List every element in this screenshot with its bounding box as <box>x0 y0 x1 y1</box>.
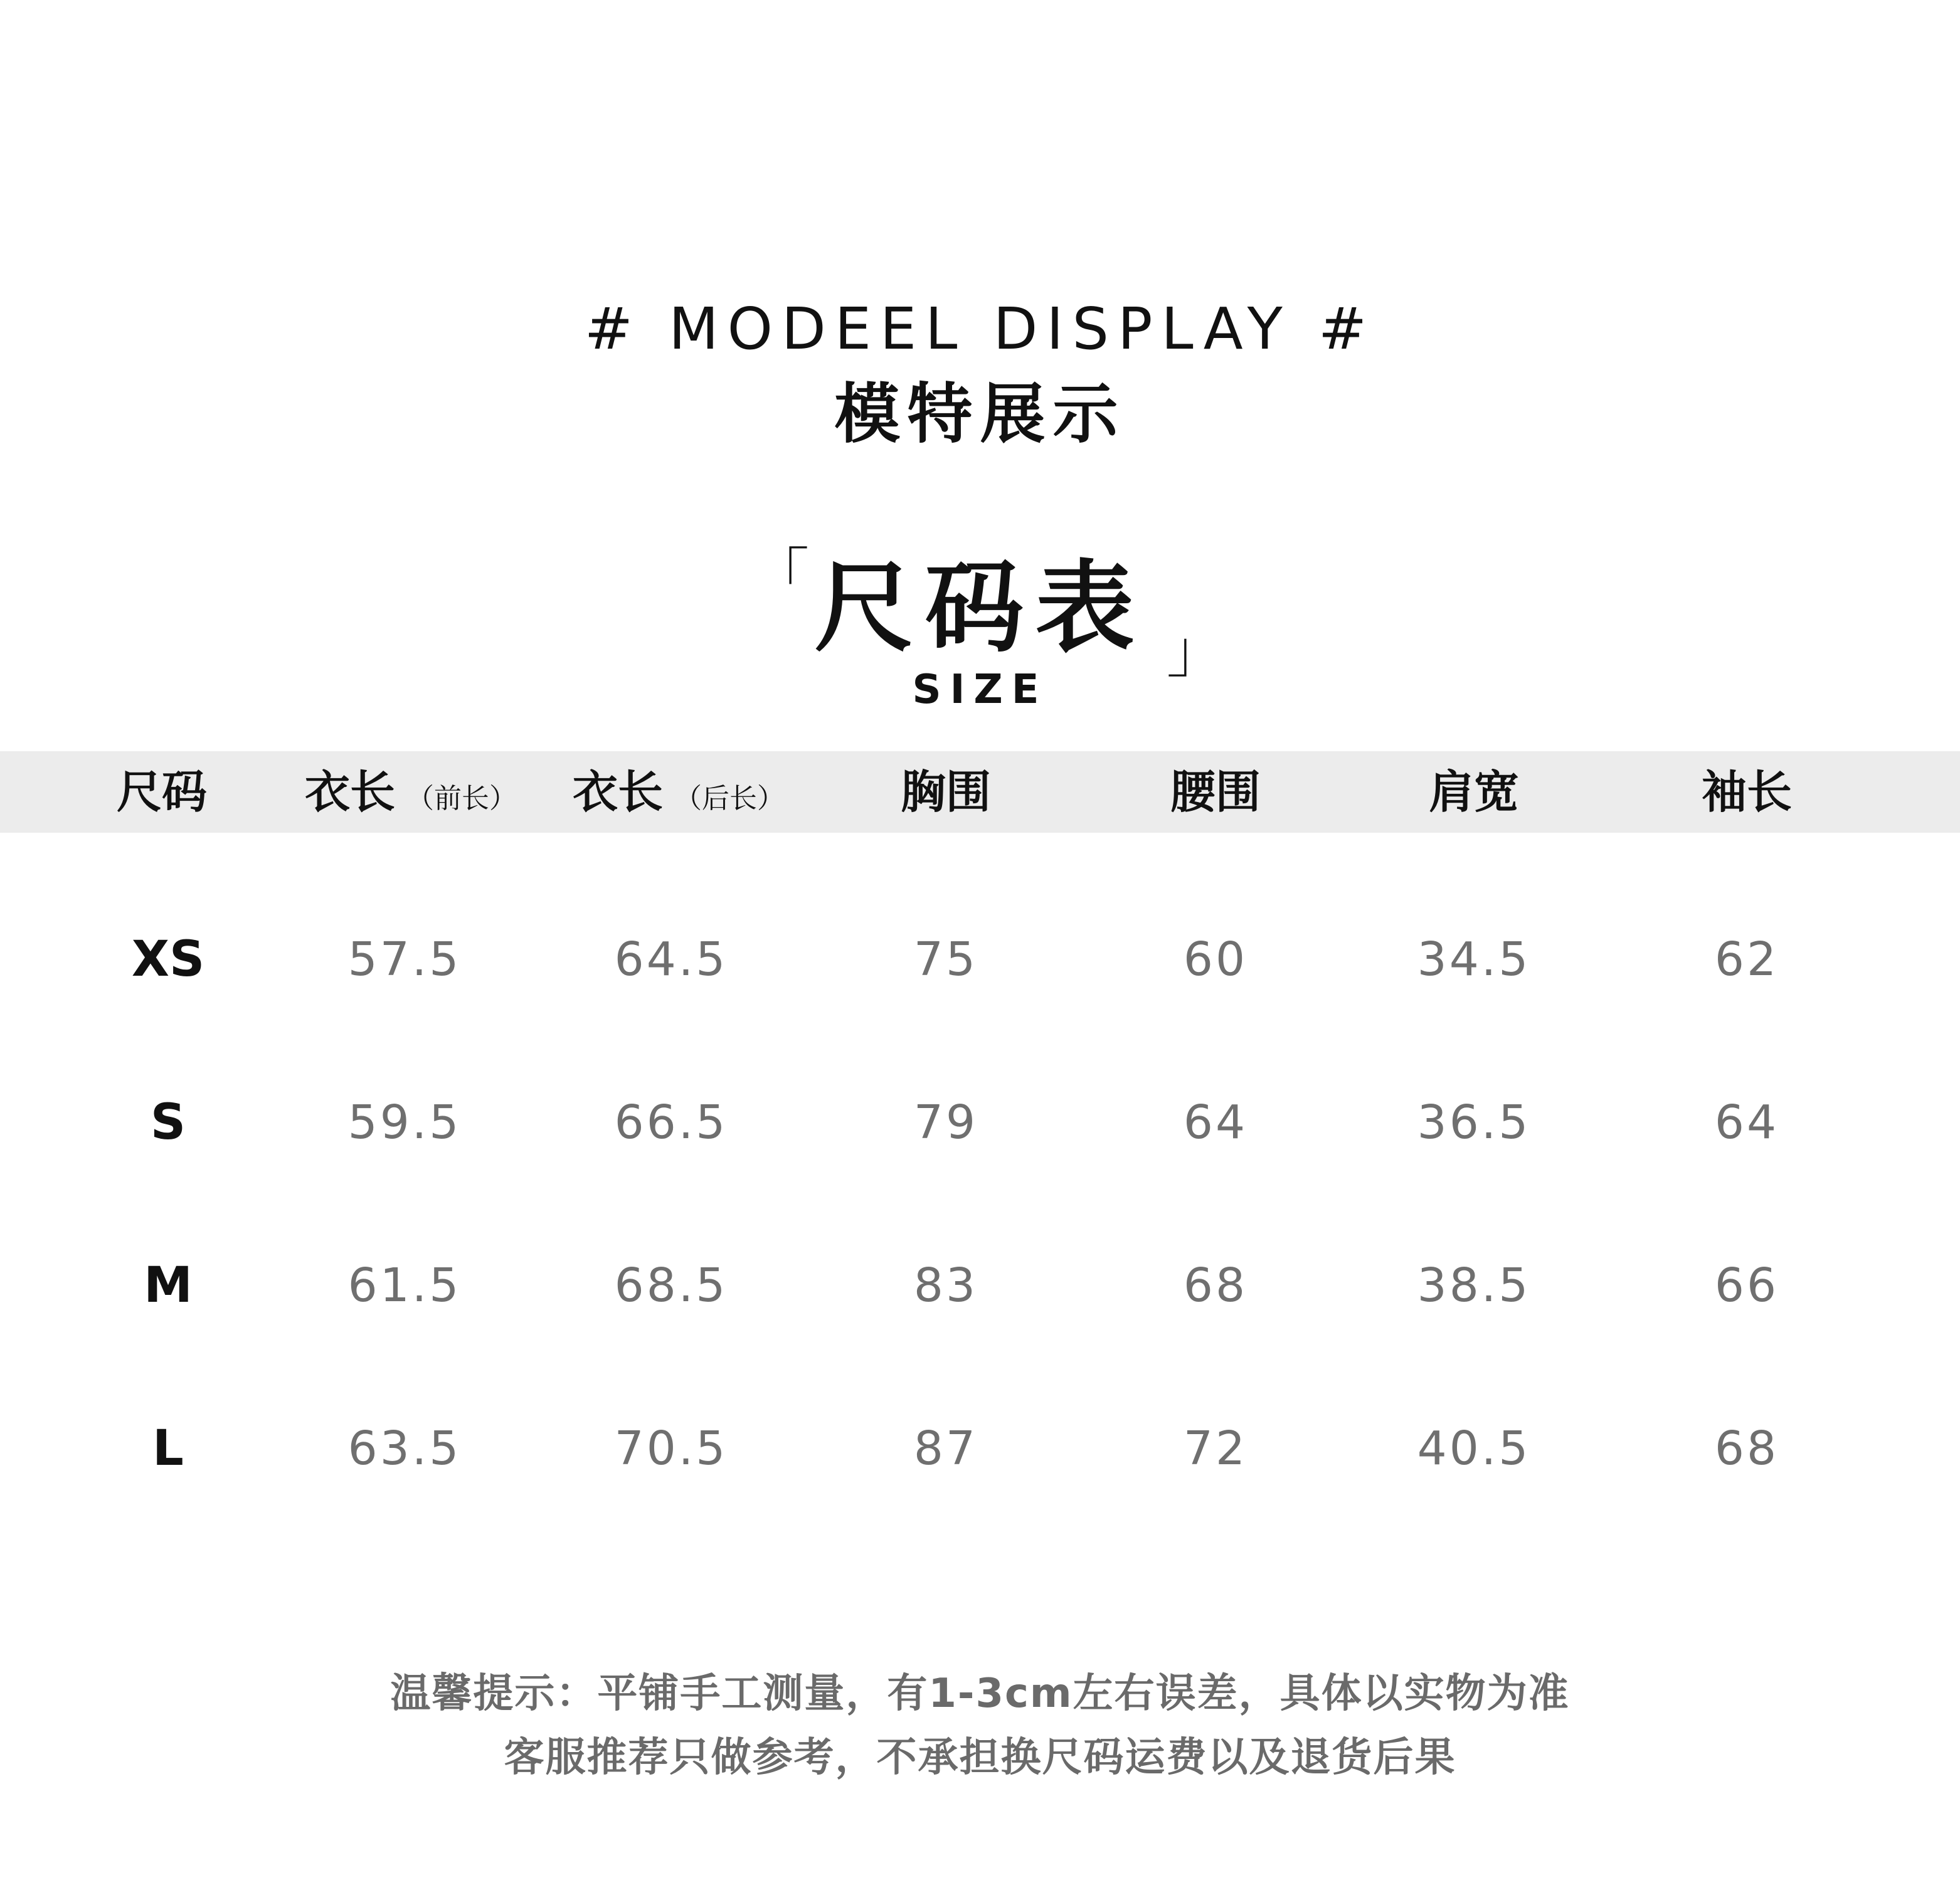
length-back-cell: 68.5 <box>614 1259 728 1312</box>
sleeve-cell: 68 <box>1714 1422 1779 1476</box>
size-chart-title-cn: 尺码表 <box>814 551 1146 666</box>
waist-cell: 68 <box>1183 1259 1248 1312</box>
shoulder-cell: 38.5 <box>1417 1259 1531 1312</box>
model-display-title-cn: 模特展示 <box>834 376 1126 452</box>
sleeve-cell: 66 <box>1714 1259 1779 1312</box>
header-length-front: 衣长 （前长） <box>304 766 517 818</box>
table-row <box>0 1242 1960 1329</box>
sleeve-cell: 62 <box>1714 932 1779 986</box>
length-back-cell: 70.5 <box>614 1422 728 1476</box>
size-cell: S <box>150 1094 186 1151</box>
length-back-cell: 64.5 <box>614 932 728 986</box>
waist-cell: 72 <box>1183 1422 1248 1476</box>
table-row <box>0 1405 1960 1492</box>
shoulder-cell: 36.5 <box>1417 1095 1531 1149</box>
chest-cell: 83 <box>913 1259 978 1312</box>
chest-cell: 87 <box>913 1422 978 1476</box>
chest-cell: 79 <box>913 1095 978 1149</box>
size-table-header <box>0 751 1960 833</box>
waist-cell: 64 <box>1183 1095 1248 1149</box>
shoulder-cell: 40.5 <box>1417 1422 1531 1476</box>
table-row <box>0 916 1960 1003</box>
length-front-cell: 63.5 <box>347 1422 462 1476</box>
tip-line-1: 温馨提示：平铺手工测量，有1-3cm左右误差，具体以实物为准 <box>390 1671 1570 1717</box>
size-cell: M <box>144 1257 193 1314</box>
header-size: 尺码 <box>116 766 208 818</box>
length-back-cell: 66.5 <box>614 1095 728 1149</box>
model-display-title-en: # MODEEL DISPLAY # <box>584 295 1376 362</box>
bracket-close: 」 <box>1167 618 1225 685</box>
length-front-cell: 59.5 <box>347 1095 462 1149</box>
tip-line-2: 客服推荐只做参考，不承担换尺码运费以及退货后果 <box>504 1734 1456 1781</box>
table-row <box>0 1079 1960 1166</box>
sleeve-cell: 64 <box>1714 1095 1779 1149</box>
size-chart-title-en: SIZE <box>912 667 1048 713</box>
header-chest: 胸围 <box>900 766 992 818</box>
shoulder-cell: 34.5 <box>1417 932 1531 986</box>
chest-cell: 75 <box>913 932 978 986</box>
waist-cell: 60 <box>1183 932 1248 986</box>
length-front-cell: 57.5 <box>347 932 462 986</box>
size-cell: L <box>152 1420 184 1477</box>
header-waist: 腰围 <box>1170 766 1261 818</box>
header-sleeve: 袖长 <box>1701 766 1793 818</box>
bracket-open: 「 <box>751 542 810 609</box>
size-cell: XS <box>131 931 205 988</box>
header-shoulder: 肩宽 <box>1428 766 1520 818</box>
length-front-cell: 61.5 <box>347 1259 462 1312</box>
header-length-back: 衣长 （后长） <box>572 766 785 818</box>
